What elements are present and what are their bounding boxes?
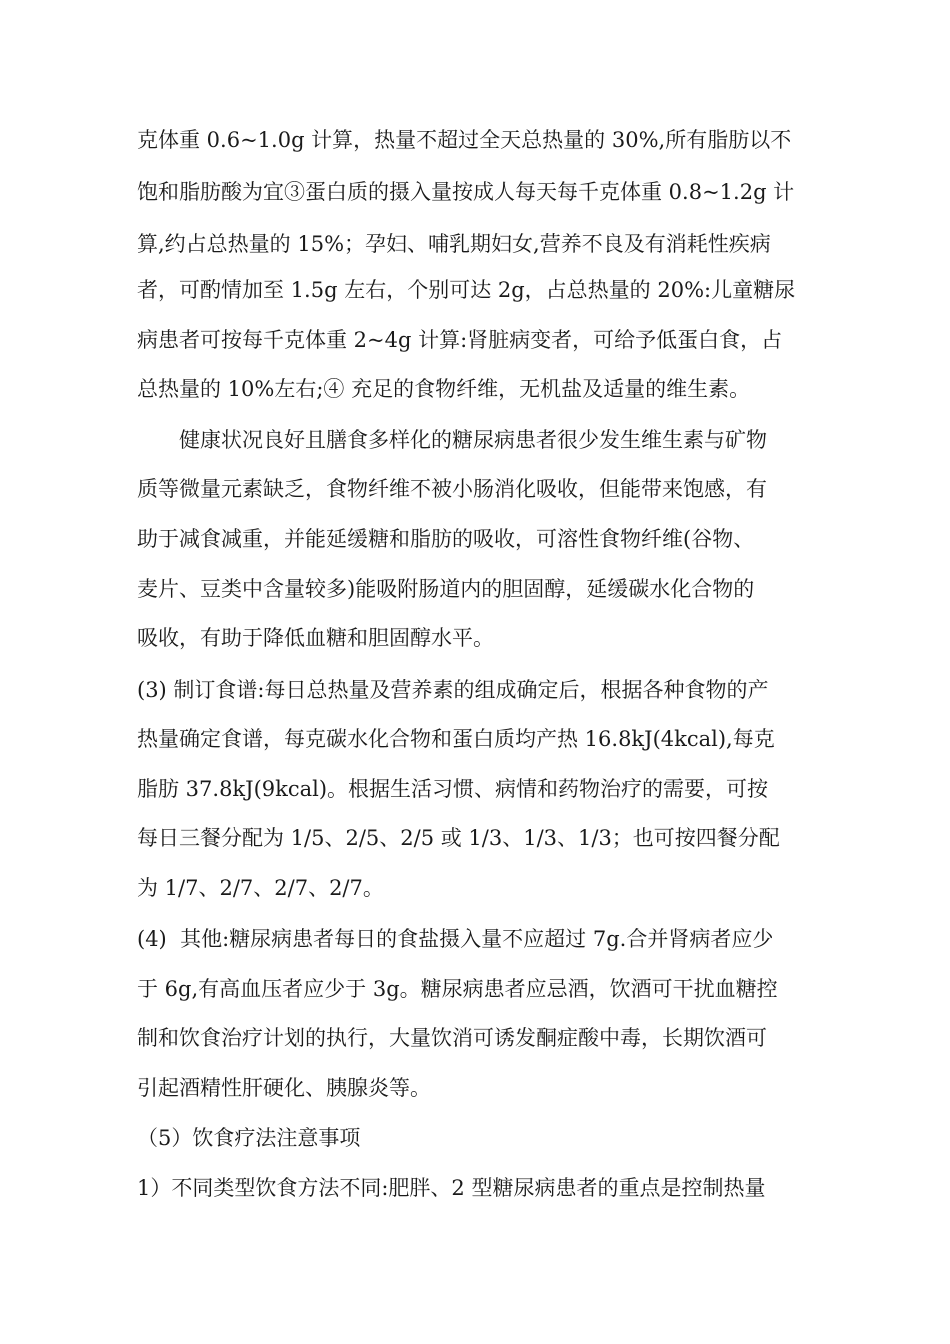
text-line: 吸收，有助于降低血糖和胆固醇水平。 bbox=[137, 626, 494, 650]
text-line: 总热量的 10%左右;④ 充足的食物纤维，无机盐及适量的维生素。 bbox=[137, 377, 751, 401]
text-line: 者，可酌情加至 1.5g 左右，个别可达 2g，占总热量的 20%:儿童糖尿 bbox=[137, 278, 796, 302]
text-line: 热量确定食谱，每克碳水化合物和蛋白质均产热 16.8kJ(4kcal),每克 bbox=[137, 727, 775, 751]
text-line: 每日三餐分配为 1/5、2/5、2/5 或 1/3、1/3、1/3；也可按四餐分配 bbox=[137, 826, 780, 850]
text-line: 助于减食减重，并能延缓糖和脂肪的吸收，可溶性食物纤维(谷物、 bbox=[137, 527, 755, 551]
text-line: 克体重 0.6~1.0g 计算，热量不超过全天总热量的 30%,所有脂肪以不 bbox=[137, 128, 792, 152]
text-line: 脂肪 37.8kJ(9kcal)。根据生活习惯、病情和药物治疗的需要，可按 bbox=[137, 777, 769, 801]
text-line: 引起酒精性肝硬化、胰腺炎等。 bbox=[137, 1076, 431, 1100]
text-line: 为 1/7、2/7、2/7、2/7。 bbox=[137, 876, 384, 900]
text-line: 质等微量元素缺乏，食物纤维不被小肠消化吸收，但能带来饱感，有 bbox=[137, 477, 767, 501]
text-line: 健康状况良好且膳食多样化的糖尿病患者很少发生维生素与矿物 bbox=[137, 428, 767, 452]
text-line: 病患者可按每千克体重 2~4g 计算:肾脏病变者，可给予低蛋白食，占 bbox=[137, 328, 783, 352]
text-line: (4) 其他:糖尿病患者每日的食盐摄入量不应超过 7g.合并肾病者应少 bbox=[137, 927, 774, 951]
text-line: 麦片、豆类中含量较多)能吸附肠道内的胆固醇，延缓碳水化合物的 bbox=[137, 577, 755, 601]
text-line: 制和饮食治疗计划的执行，大量饮消可诱发酮症酸中毒，长期饮酒可 bbox=[137, 1026, 767, 1050]
text-line: 1）不同类型饮食方法不同:肥胖、2 型糖尿病患者的重点是控制热量 bbox=[137, 1176, 766, 1200]
text-line: 算,约占总热量的 15%；孕妇、哺乳期妇女,营养不良及有消耗性疾病 bbox=[137, 232, 771, 256]
text-line: 饱和脂肪酸为宜③蛋白质的摄入量按成人每天每千克体重 0.8~1.2g 计 bbox=[137, 180, 795, 204]
text-line: 于 6g,有高血压者应少于 3g。糖尿病患者应忌酒，饮酒可干扰血糖控 bbox=[137, 977, 778, 1001]
text-line: (3) 制订食谱:每日总热量及营养素的组成确定后，根据各种食物的产 bbox=[137, 678, 769, 702]
section-heading: （5）饮食疗法注意事项 bbox=[137, 1126, 361, 1150]
